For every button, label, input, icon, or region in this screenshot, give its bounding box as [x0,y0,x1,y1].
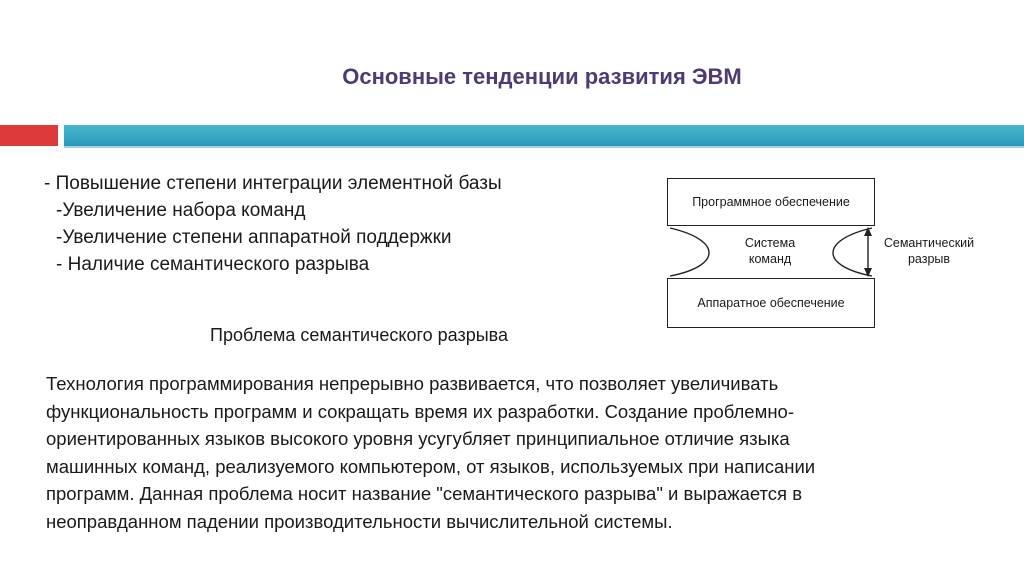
page-title: Основные тенденции развития ЭВМ [342,64,742,89]
bullet-item: -Увеличение степени аппаратной поддержки [56,227,452,248]
paragraph-line: функциональность программ и сокращать время их разработки. Создание проблемно- [46,400,794,422]
paragraph-line: машинных команд, реализуемого компьютером, от языков, используемых при написании [46,455,816,477]
semantic-gap-label [874,235,984,267]
left-curve [670,228,709,276]
hardware-box: Аппаратное обеспечение [667,278,875,328]
instruction-set-label [727,235,813,267]
bullet-item: - Наличие семантического разрыва [56,254,370,275]
semantic-gap-label-line: разрыв [907,252,951,266]
instruction-set-label-line: команд [748,252,792,266]
instruction-set-label-line: Система [744,236,796,250]
paragraph-line: неоправданном падении производительности вычислительной системы. [46,510,673,532]
bullet-item: -Увеличение набора команд [56,200,306,221]
bullet-item: - Повышение степени интеграции элементной базы [44,173,502,194]
paragraph-line: ориентированных языков высокого уровня усугубляет принципиальное отличие языка [46,428,790,449]
paragraph-line: программ. Данная проблема носит название "семантического разрыва" и выражается в [46,483,803,504]
software-box: Программное обеспечение [667,178,875,226]
semantic-gap-label-line: Семантический [883,236,975,250]
body-paragraph [46,370,1006,535]
paragraph-line: Технология программирования непрерывно развивается, что позволяет увеличивать [46,373,779,394]
section-subheading: Проблема семантического разрыва [210,325,509,345]
